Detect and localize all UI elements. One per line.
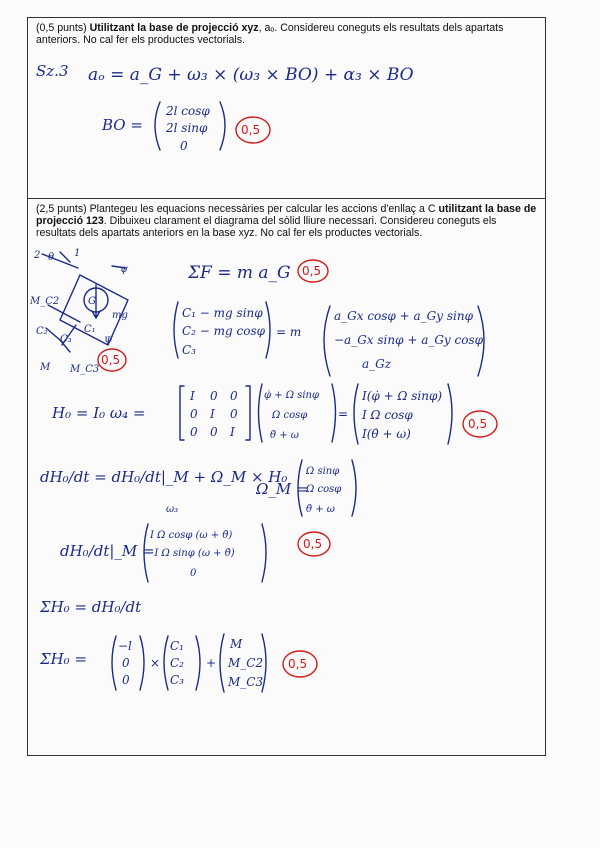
- omegam-comp-1: Ω sinφ: [306, 466, 340, 477]
- q1-rest-text: , aₒ. Considereu coneguts els resultats dels apartats anteriors. No cal fer els productes vectorials.: [36, 22, 504, 46]
- dhm-right-paren: [262, 524, 266, 582]
- force-comp-1: C₁ − mg sinφ: [182, 306, 263, 320]
- q1-bold-text: Utilitzant la base de projecció xyz: [89, 22, 259, 34]
- q2-points: (2,5 punts): [36, 203, 87, 215]
- cross-sign: ×: [150, 656, 161, 670]
- omega4-comp-1: φ̇ + Ω sinφ: [264, 390, 319, 401]
- mvec-comp-2: M_C2: [228, 656, 264, 670]
- inertia-right-bracket: [246, 386, 250, 440]
- force-comp-2: C₂ − mg cosφ: [182, 324, 266, 338]
- fbd-g-label: G: [88, 296, 96, 307]
- pos-comp-1: −l: [118, 639, 132, 653]
- force-comp-3: C₃: [182, 343, 196, 357]
- pos-right-paren: [140, 636, 144, 690]
- dhm-comp-1: I Ω cosφ (ω + θ̇): [150, 530, 233, 541]
- fbd-axis-2: 2: [34, 250, 41, 261]
- dhm-score: 0,5: [303, 537, 323, 551]
- dhm-comp-3: 0: [190, 568, 197, 579]
- accel-comp-1: a_Gx cosφ + a_Gy sinφ: [334, 309, 473, 323]
- fbd-score: 0,5: [101, 353, 121, 367]
- cvec-comp-2: C₂: [170, 656, 184, 670]
- q1-answer-label: Sz.3: [36, 62, 69, 80]
- mvec-left-paren: [220, 634, 224, 692]
- fbd-theta: θ: [48, 252, 55, 263]
- inertia-00: I: [190, 389, 195, 403]
- inertia-22: I: [230, 425, 235, 439]
- force-left-paren: [174, 302, 178, 358]
- cvec-right-paren: [196, 636, 200, 690]
- force-right-paren: [266, 302, 270, 358]
- h0-comp-3: I(θ̇ + ω): [362, 427, 411, 441]
- bo-comp-3: 0: [180, 139, 188, 153]
- free-body-diagram: [29, 248, 128, 375]
- cvec-comp-3: C₃: [170, 673, 184, 687]
- pos-comp-2: 0: [122, 656, 130, 670]
- h0-comp-2: I Ω cosφ: [362, 408, 413, 422]
- pos-left-paren: [112, 636, 116, 690]
- inertia-01: 0: [210, 389, 218, 403]
- omega4-right-paren: [332, 384, 336, 442]
- fbd-c3-label: C₃: [60, 334, 72, 345]
- mvec-comp-1: M: [230, 637, 243, 651]
- eq-h0-equals: =: [338, 407, 349, 421]
- omegam-right-paren: [352, 460, 356, 516]
- h0-score: 0,5: [468, 417, 488, 431]
- accel-comp-3: a_Gz: [362, 357, 392, 371]
- mvec-comp-3: M_C3: [228, 675, 264, 689]
- fbd-psi: ψ: [120, 264, 128, 275]
- inertia-21: 0: [210, 425, 218, 439]
- omega4-comp-3: θ̇ + ω: [270, 430, 299, 441]
- inertia-11: I: [210, 407, 215, 421]
- cvec-left-paren: [164, 636, 168, 690]
- inertia-20: 0: [190, 425, 198, 439]
- q1-score: 0,5: [241, 123, 261, 137]
- fbd-c1-label: C₁: [84, 324, 96, 335]
- fbd-c2-label: C₂: [36, 326, 48, 337]
- fbd-axis-1: 1: [74, 248, 81, 259]
- fbd-mc3-label: M_C3: [70, 364, 100, 375]
- eq-newton: ΣF = m a_G: [188, 263, 291, 283]
- h0-right-paren: [448, 384, 452, 444]
- fbd-mg-label: mg: [112, 310, 128, 321]
- h0-left-paren: [354, 384, 358, 444]
- eq-h0-lhs: H₀ = I₀ ω₄ =: [52, 404, 146, 422]
- q2-rest-text: . Dibuixeu clarament el diagrama del sòlid lliure necessari. Considereu coneguts els resultats dels apartats anteriors en la base xyz. No cal fer els productes vectorials.: [36, 215, 497, 239]
- fbd-m-label: M: [40, 362, 51, 373]
- omega4-comp-2: Ω cosφ: [272, 410, 308, 421]
- eq-equals-m: = m: [276, 325, 302, 339]
- inertia-02: 0: [230, 389, 238, 403]
- fbd-psi2-label: Ψ: [104, 336, 113, 347]
- bo-left-paren: [155, 102, 160, 150]
- omegam-comp-2: Ω cosφ: [306, 484, 342, 495]
- omega4-left-paren: [259, 384, 263, 442]
- accel-left-paren: [324, 306, 330, 376]
- q1-bo-label: BO =: [102, 116, 143, 134]
- bo-right-paren: [220, 102, 225, 150]
- plus-sign: +: [206, 656, 217, 670]
- q2-bold-text: utilitzant la base de projecció 123: [36, 203, 537, 227]
- inertia-12: 0: [230, 407, 238, 421]
- omegam-comp-3: θ̇ + ω: [306, 504, 335, 515]
- sumh-score: 0,5: [288, 657, 308, 671]
- omega3-note: ω₃: [166, 504, 179, 515]
- pos-comp-3: 0: [122, 673, 130, 687]
- inertia-left-bracket: [180, 386, 184, 440]
- q2-pre-text: Plantegeu les equacions necessàries per calcular les accions d'enllaç a C: [86, 203, 439, 215]
- accel-comp-2: −a_Gx sinφ + a_Gy cosφ: [334, 333, 484, 347]
- cvec-comp-1: C₁: [170, 639, 184, 653]
- inertia-10: 0: [190, 407, 198, 421]
- dhm-comp-2: −I Ω sinφ (ω + θ̇): [146, 548, 235, 559]
- eq-newton-score: 0,5: [302, 264, 322, 278]
- eq-dhm-lhs: dH₀/dt|_M =: [60, 542, 155, 560]
- q1-equation-a0: aₒ = a_G + ω₃ × (ω₃ × BO) + α₃ × BO: [88, 65, 414, 85]
- bo-comp-1: 2l cosφ: [166, 104, 210, 118]
- bo-comp-2: 2l sinφ: [166, 121, 208, 135]
- eq-sum-h: ΣH₀ = dH₀/dt: [40, 598, 142, 616]
- h0-comp-1: I(φ̇ + Ω sinφ): [362, 389, 443, 403]
- q1-points: (0,5 punts): [36, 22, 87, 34]
- eq-dh-lhs: dH₀/dt = dH₀/dt|_M + Ω_M × H₀: [40, 468, 288, 486]
- fbd-mc2-label: M_C2: [30, 296, 60, 307]
- omega-m-label: Ω_M =: [256, 480, 309, 498]
- eq-sumh-lhs: ΣH₀ =: [40, 650, 88, 668]
